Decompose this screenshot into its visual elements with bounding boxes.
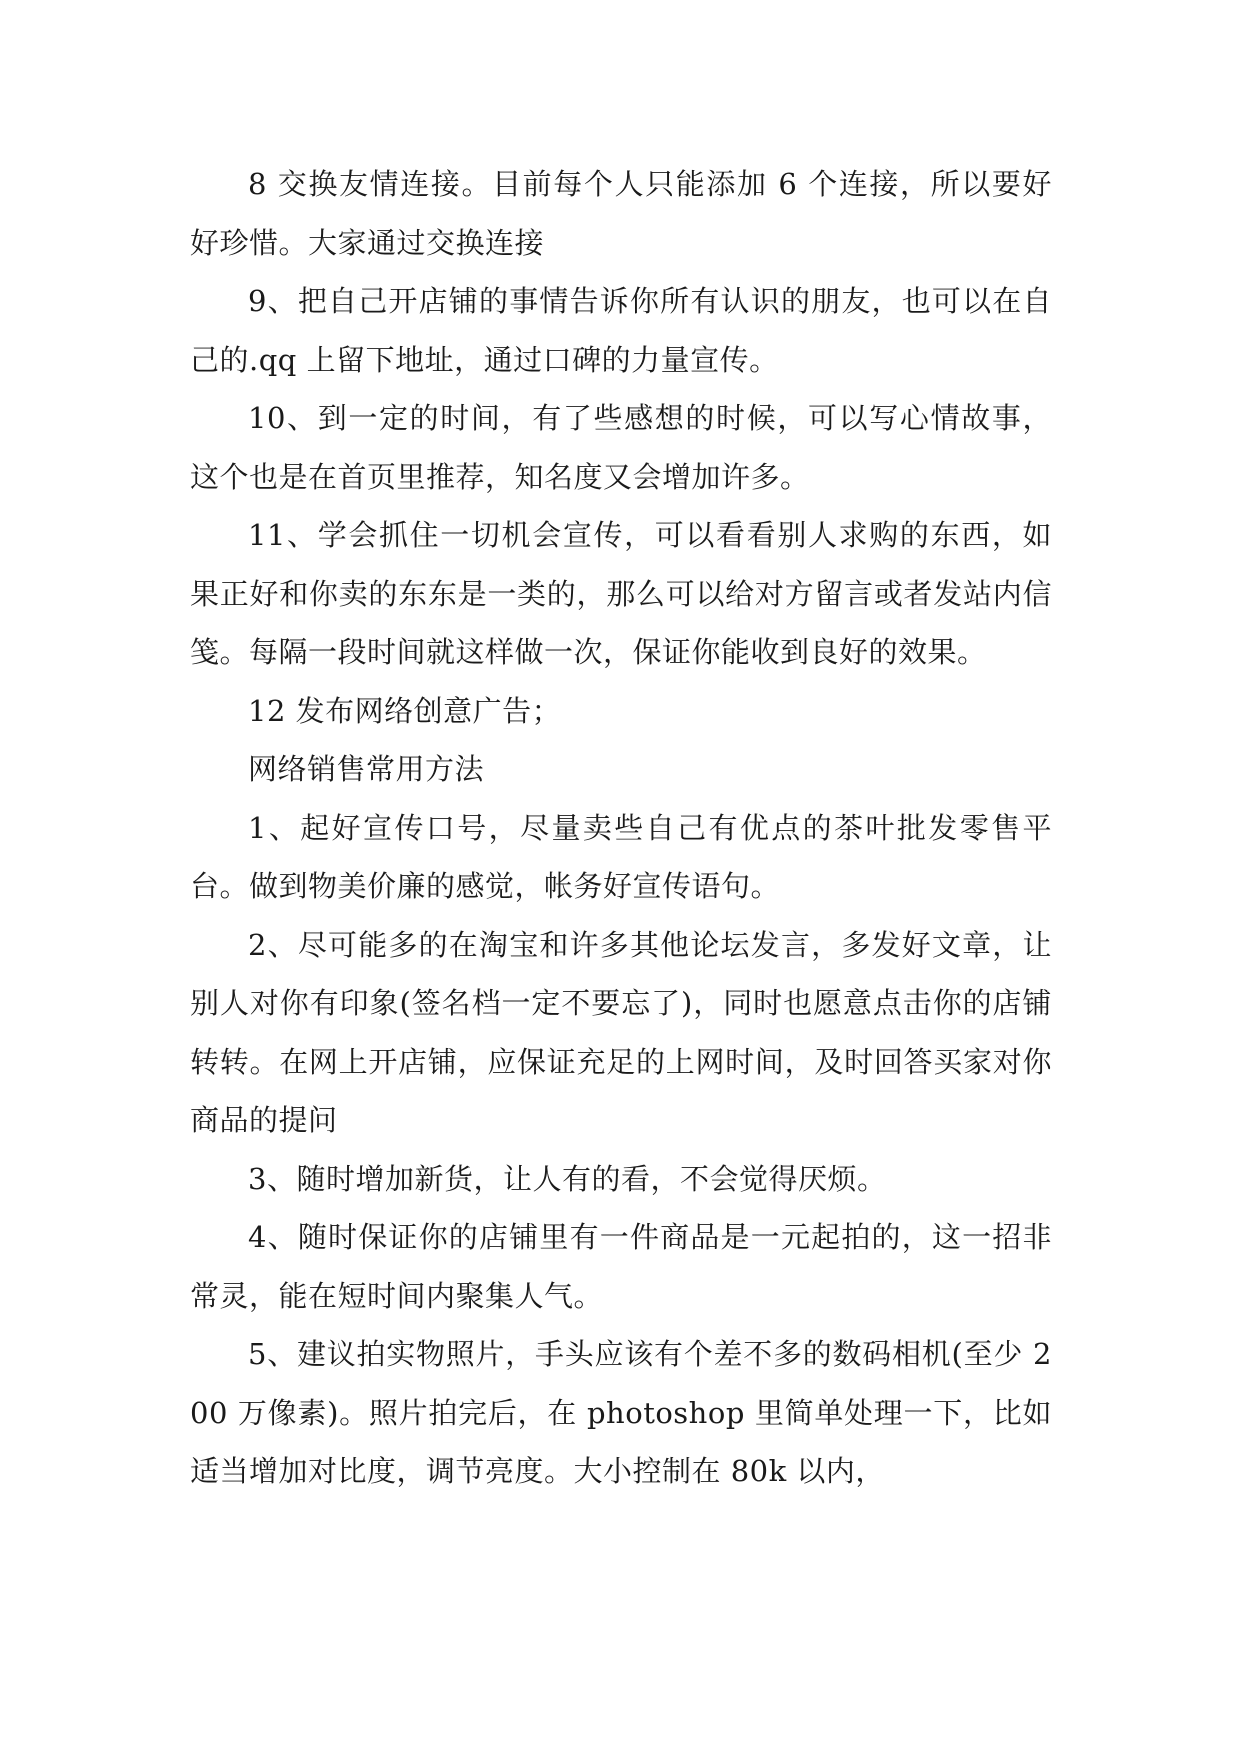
- paragraph-tip-9: 9、把自己开店铺的事情告诉你所有认识的朋友，也可以在自己的.qq 上留下地址，通过口碑的力量宣传。: [190, 284, 1052, 377]
- paragraph-tip-10: 10、到一定的时间，有了些感想的时候，可以写心情故事，这个也是在首页里推荐，知名度又会增加许多。: [190, 401, 1052, 494]
- paragraph-method-4: 4、随时保证你的店铺里有一件商品是一元起拍的，这一招非常灵，能在短时间内聚集人气。: [190, 1220, 1052, 1313]
- paragraph-method-3: 3、随时增加新货，让人有的看，不会觉得厌烦。: [248, 1161, 887, 1196]
- document-page: [190, 155, 1052, 1501]
- paragraph-tip-8: 8 交换友情连接。目前每个人只能添加 6 个连接，所以要好好珍惜。大家通过交换连接: [190, 167, 1052, 260]
- paragraph-tip-11: 11、学会抓住一切机会宣传，可以看看别人求购的东西，如果正好和你卖的东东是一类的，那么可以给对方留言或者发站内信笺。每隔一段时间就这样做一次，保证你能收到良好的效果。: [190, 518, 1052, 669]
- paragraph-method-5: 5、建议拍实物照片，手头应该有个差不多的数码相机(至少 200 万像素)。照片拍完后，在 photoshop 里简单处理一下，比如适当增加对比度，调节亮度。大小控制在 80k 以内，: [190, 1337, 1052, 1488]
- paragraph-tip-12: 12 发布网络创意广告；: [248, 693, 562, 728]
- section-heading: 网络销售常用方法: [248, 752, 485, 786]
- paragraph-method-1: 1、起好宣传口号，尽量卖些自己有优点的茶叶批发零售平台。做到物美价廉的感觉，帐务好宣传语句。: [190, 810, 1052, 903]
- paragraph-method-2: 2、尽可能多的在淘宝和许多其他论坛发言，多发好文章，让别人对你有印象(签名档一定不要忘了)，同时也愿意点击你的店铺转转。在网上开店铺，应保证充足的上网时间，及时回答买家对你商品的提问: [190, 927, 1052, 1137]
